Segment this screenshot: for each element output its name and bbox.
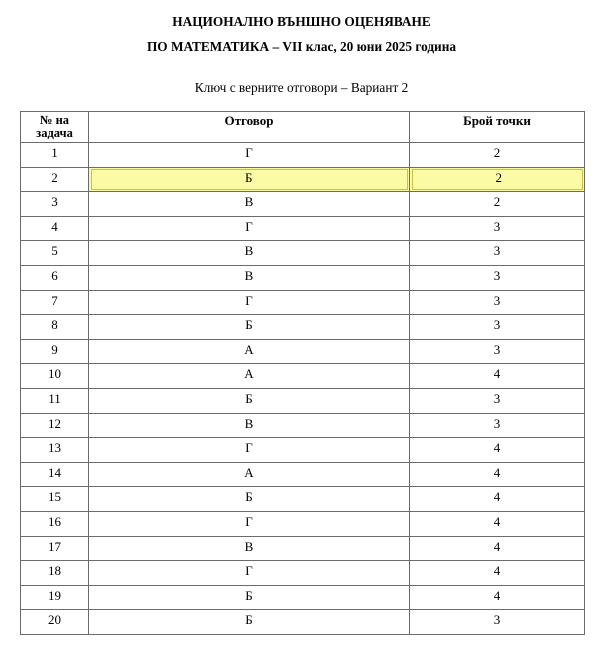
answer-cell: В [89, 241, 410, 266]
answer-cell: Б [89, 315, 410, 340]
answer-cell: Г [89, 438, 410, 463]
table-body [21, 143, 585, 635]
answer-cell: А [89, 364, 410, 389]
points-cell: 3 [410, 339, 585, 364]
task-number-cell: 15 [21, 487, 89, 512]
task-number-cell: 2 [21, 167, 89, 192]
header-task-number: № на задача [21, 112, 89, 143]
table-header-row [21, 112, 585, 143]
points-cell: 4 [410, 487, 585, 512]
points-cell: 3 [410, 241, 585, 266]
answer-cell: Б [89, 487, 410, 512]
points-cell: 4 [410, 364, 585, 389]
answer-cell: В [89, 265, 410, 290]
header-points: Брой точки [410, 112, 585, 143]
document-title-line-1: НАЦИОНАЛНО ВЪНШНО ОЦЕНЯВАНЕ [172, 14, 431, 29]
answer-cell: Г [89, 143, 410, 168]
task-number-cell: 14 [21, 462, 89, 487]
table-row [21, 315, 585, 340]
table-row [21, 241, 585, 266]
answer-cell: Г [89, 216, 410, 241]
task-number-cell: 9 [21, 339, 89, 364]
answer-cell: В [89, 536, 410, 561]
table-row [21, 143, 585, 168]
points-cell: 4 [410, 462, 585, 487]
task-number-cell: 19 [21, 585, 89, 610]
table-row [21, 265, 585, 290]
points-cell: 3 [410, 413, 585, 438]
table-row [21, 364, 585, 389]
answer-key-table [20, 111, 585, 635]
answer-cell: Г [89, 290, 410, 315]
points-cell: 4 [410, 585, 585, 610]
table-row [21, 561, 585, 586]
table-row [21, 585, 585, 610]
task-number-cell: 11 [21, 388, 89, 413]
table-row [21, 167, 585, 192]
points-cell: 3 [410, 216, 585, 241]
table-row [21, 462, 585, 487]
answer-cell: В [89, 192, 410, 217]
task-number-cell: 10 [21, 364, 89, 389]
table-row [21, 388, 585, 413]
task-number-cell: 5 [21, 241, 89, 266]
answer-cell: Б [89, 585, 410, 610]
table-row [21, 610, 585, 635]
answer-cell: Г [89, 561, 410, 586]
task-number-cell: 12 [21, 413, 89, 438]
answer-cell: В [89, 413, 410, 438]
table-row [21, 192, 585, 217]
table-row [21, 290, 585, 315]
task-number-cell: 18 [21, 561, 89, 586]
table-row [21, 216, 585, 241]
points-cell: 4 [410, 511, 585, 536]
task-number-cell: 3 [21, 192, 89, 217]
task-number-cell: 4 [21, 216, 89, 241]
points-cell [410, 167, 585, 192]
points-cell: 3 [410, 290, 585, 315]
table-row [21, 413, 585, 438]
points-cell: 4 [410, 536, 585, 561]
answer-cell: Г [89, 511, 410, 536]
points-cell: 3 [410, 315, 585, 340]
points-cell: 2 [410, 192, 585, 217]
task-number-cell: 6 [21, 265, 89, 290]
points-value: 2 [495, 169, 502, 185]
task-number-cell: 20 [21, 610, 89, 635]
document-subtitle: Ключ с верните отговори – Вариант 2 [194, 80, 409, 95]
points-cell: 3 [410, 610, 585, 635]
table-row [21, 536, 585, 561]
points-cell: 4 [410, 438, 585, 463]
points-cell: 2 [410, 143, 585, 168]
table-row [21, 438, 585, 463]
points-cell: 3 [410, 388, 585, 413]
task-number-cell: 13 [21, 438, 89, 463]
task-number-cell: 17 [21, 536, 89, 561]
table-row [21, 487, 585, 512]
answer-cell: А [89, 339, 410, 364]
task-number-cell: 1 [21, 143, 89, 168]
points-cell: 4 [410, 561, 585, 586]
points-cell: 3 [410, 265, 585, 290]
answer-value: Б [245, 169, 253, 185]
task-number-cell: 16 [21, 511, 89, 536]
header-answer: Отговор [89, 112, 410, 143]
task-number-cell: 8 [21, 315, 89, 340]
answer-cell: Б [89, 388, 410, 413]
answer-cell: А [89, 462, 410, 487]
task-number-cell: 7 [21, 290, 89, 315]
document-title-line-2: ПО МАТЕМАТИКА – VII клас, 20 юни 2025 година [146, 39, 457, 54]
table-row [21, 511, 585, 536]
table-row [21, 339, 585, 364]
answer-cell: Б [89, 610, 410, 635]
answer-cell [89, 167, 410, 192]
